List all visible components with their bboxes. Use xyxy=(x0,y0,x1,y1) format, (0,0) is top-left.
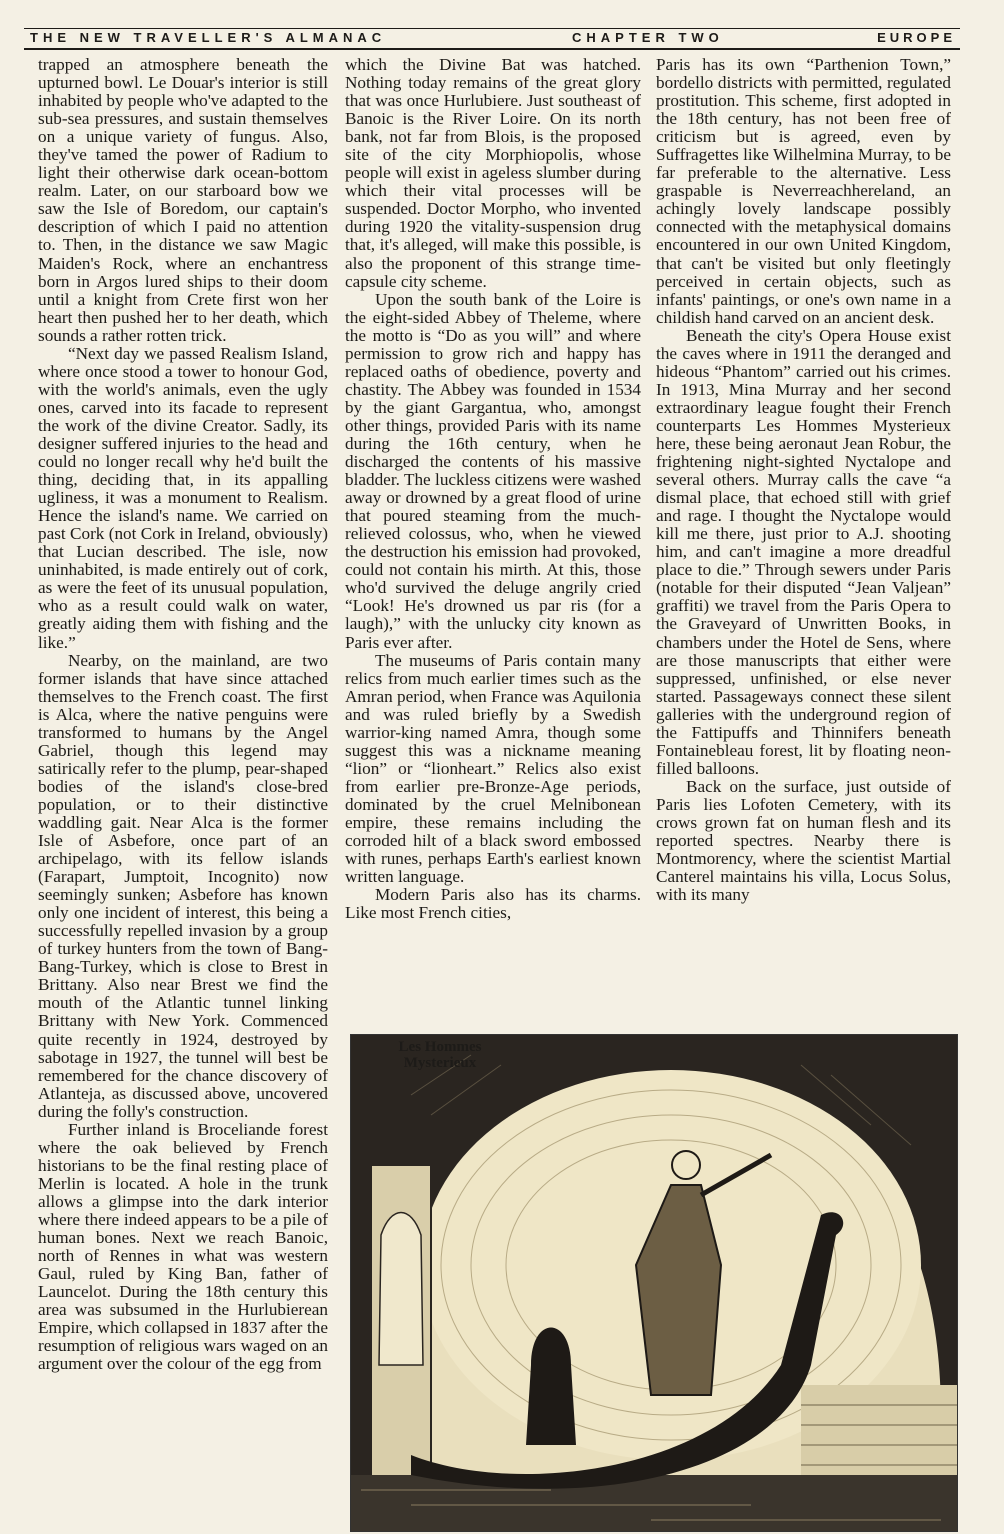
paragraph: Further inland is Broceliande forest where the oak believed by French historians to be the final resting place of Merlin is located. A hole in the trunk allows a glimpse into the dark interior where there indeed appears to be a pile of human bones. Next we reach Banoic, north of Rennes in what was western Gaul, ruled by King Ban, father of Launcelot. During the 18th century this area was subsumed in the Hurlubierean Empire, which collapsed in 1837 after the resumption of religious wars waged on an argument over the colour of the egg from xyxy=(38,1119,328,1374)
paragraph: Back on the surface, just outside of Paris lies Lofoten Cemetery, with its crows grown fat on human flesh and its reported spectres. Nearby there is Montmorency, where the scientist Martial Canterel maintains his villa, Locus Solus, with its many xyxy=(656,776,951,905)
paragraph: Upon the south bank of the Loire is the eight-sided Abbey of Theleme, where the motto is “Do as you will” and where permission to grow rich and happy has replaced oaths of obedience, poverty and chastity. The Abbey was founded in 1534 by the giant Gargantua, who, amongst other things, provided Paris with its name during the 16th century, when he discharged the contents of his massive bladder. The luckless citizens were washed away or drowned by a great flood of urine that poured steaming from the much-relieved colossus, who, when he viewed the destruction his emission had provoked, could not contain his mirth. At this, those who'd survived the deluge angrily cried “Look! He's drowned us par ris (for a laugh),” with the unlucky city known as Paris ever after. xyxy=(345,289,641,652)
paragraph: which the Divine Bat was hatched. Nothing today remains of the great glory that was once Hurlubiere. Just southeast of Banoic is the River Loire. On its north bank, not far from Blois, is the proposed site of the city Morphiopolis, whose people will exist in ageless slumber during which their vital processes will be suspended. Doctor Morpho, who invented during 1920 the vitality-suspension drug that, it's alleged, will make this possible, is also the proponent of this strange time-capsule city scheme. xyxy=(345,55,641,291)
paragraph: The museums of Paris contain many relics from much earlier times such as the Amran period, when France was Aquilonia and was ruled briefly by a Swedish warrior-king named Amra, though some suggest this was a nickname meaning “lion” or “lionheart.” Relics also exist from earlier pre-Bronze-Age periods, dominated by the cruel Melnibonean empire, these remains including the corroded hilt of a black sword embossed with runes, perhaps Earth's earliest known written language. xyxy=(345,650,641,887)
caption-line: Les Hommes xyxy=(398,1039,482,1055)
caption-line: Mysterieux xyxy=(403,1055,477,1071)
paragraph: trapped an atmosphere beneath the upturned bowl. Le Douar's interior is still inhabited by people who've adapted to the sub-sea pressures, and sustain themselves on a unique variety of fungus. Also, they've tamed the power of Radium to light their otherwise dark ocean-bottom realm. Later, on our starboard bow we saw the Isle of Boredom, our captain's description of which I paid no attention to. Then, in the distance we saw Magic Maiden's Rock, where an enchantress born in Argos lured ships to their doom until a knight from Crete first won her heart then pushed her to her death, which sounds a rather rotten trick. xyxy=(38,55,328,345)
running-header xyxy=(24,30,960,50)
header-section: EUROPE xyxy=(877,30,956,45)
text-column-3 xyxy=(656,56,951,904)
paragraph: “Next day we passed Realism Island, where once stood a tower to honour God, with the world's animals, even the ugly ones, carved into its facade to represent the work of the divine Creator. Sadly, its designer suffered injuries to the head and could no longer recall why he'd built the thing, deciding that, in its appalling ugliness, it was a monument to Realism. Hence the island's name. We carried on past Cork (not Cork in Ireland, obviously) that Lucian described. The isle, now uninhabited, is made entirely out of cork, as were the feet of its unusual population, who as a result could walk on water, greatly aiding them with fishing and the like.” xyxy=(38,343,328,652)
paragraph: Beneath the city's Opera House exist the caves where in 1911 the deranged and hideous “Phantom” carried out his crimes. In 1913, Mina Murray and her second extraordinary league fought their French counterparts Les Hommes Mysterieux here, these being aeronaut Jean Robur, the frightening night-sighted Nyctalope and several others. Murray calls the cave “a dismal place, that echoed still with grief and rage. I thought the Nyctalope would kill me there, just prior to A.J. shooting him, and can't imagine a more dreadful place to die.” Through sewers under Paris (notable for their disputed “Jean Valjean” graffiti) we travel from the Paris Opera to the Graveyard of Unwritten Books, in chambers under the Hotel de Sens, where are those manuscripts that either were suppressed, unfinished, or else never started. Passageways connect these silent galleries with the underground region of the Fattipuffs and Thinnifers beneath Fontainebleau forest, lit by floating neon-filled balloons. xyxy=(656,325,951,778)
paragraph: Modern Paris also has its charms. Like most French cities, xyxy=(345,885,641,923)
text-column-1 xyxy=(38,56,328,1373)
header-top-rule xyxy=(24,28,960,29)
paragraph: Nearby, on the mainland, are two former islands that have since attached themselves to the French coast. The first is Alca, where the native penguins were transformed to humans by the Angel Gabriel, though this legend may satirically refer to the plump, pear-shaped bodies of the island's close-bred population, or to their distinctive waddling gait. Near Alca is the former Isle of Asbefore, once part of an archipelago, with its fellow islands (Farapart, Jumptoit, Incognito) now seemingly sunken; Asbefore has known only one incident of interest, this being a successfully repelled invasion by a group of turkey hunters from the town of Bang-Bang-Turkey, which is close to Brest in Brittany. Also near Brest we find the mouth of the Atlantic tunnel linking Brittany with New York. Commenced quite recently in 1924, destroyed by sabotage in 1927, the tunnel will best be remembered for the chance discovery of Atlanteja, as discussed above, uncovered during the folly's construction. xyxy=(38,650,328,1121)
text-column-2 xyxy=(345,56,641,922)
gondola-illustration xyxy=(351,1035,957,1531)
header-title: THE NEW TRAVELLER'S ALMANAC xyxy=(30,30,387,45)
header-chapter: CHAPTER TWO xyxy=(572,30,724,45)
paragraph: Paris has its own “Parthenion Town,” bordello districts with permitted, regulated prostitution. This scheme, first adopted in the 18th century, has not been free of criticism but is agreed, even by Suffragettes like Wilhelmina Murray, to be far preferable to the alternative. Less graspable is Neverreachhereland, an achingly lovely landscape possibly connected with the metaphysical domains encountered in our own United Kingdom, that can't be visited but only fleetingly perceived in certain objects, such as infants' paintings, or one's own name in a childish hand carved on an ancient desk. xyxy=(656,55,951,327)
illustration-panel xyxy=(350,1034,958,1532)
illustration-caption xyxy=(365,1039,515,1071)
